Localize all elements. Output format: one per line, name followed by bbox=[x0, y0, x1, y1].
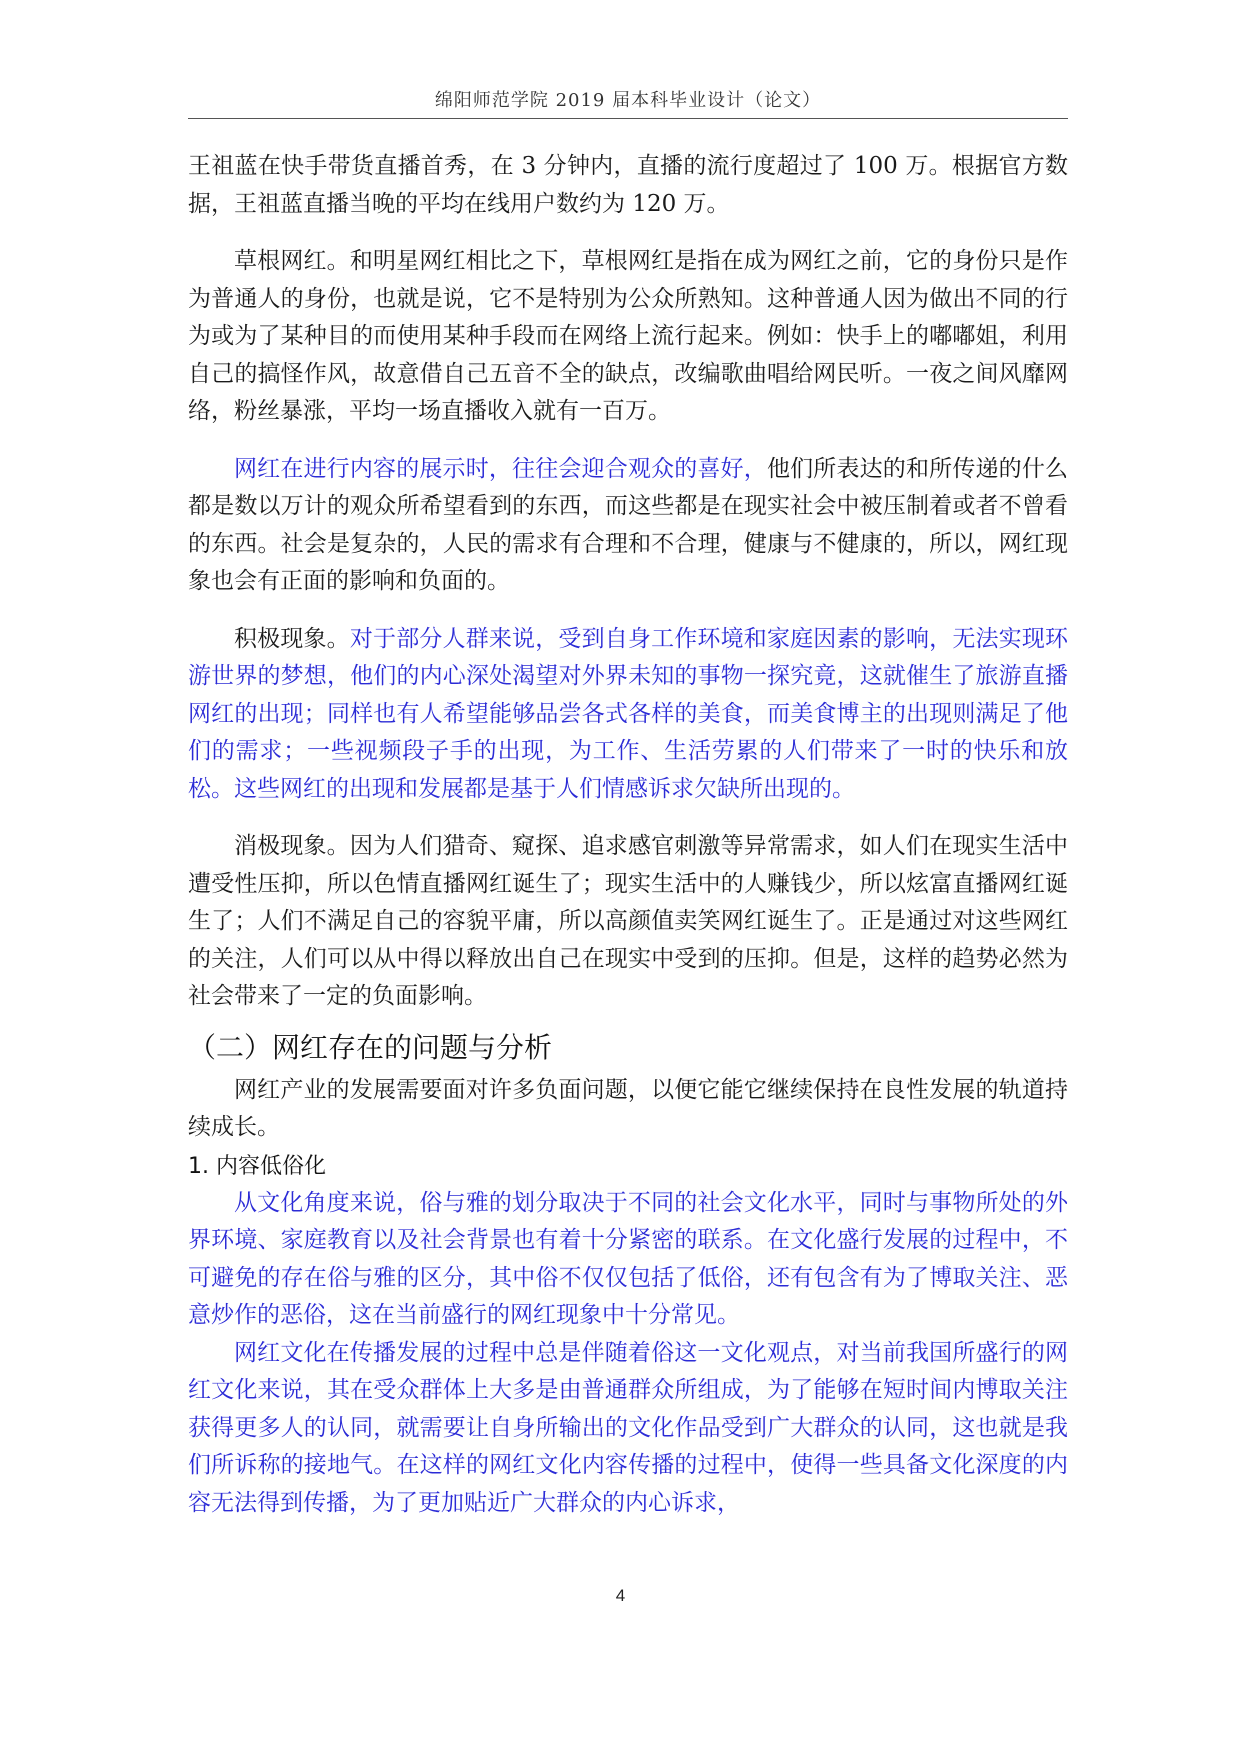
paragraph-grassroots: 草根网红。和明星网红相比之下，草根网红是指在成为网红之前，它的身份只是作为普通人的身份，也就是说，它不是特别为公众所熟知。这种普通人因为做出不同的行为或为了某种目的而使用某种手段而在网络上流行起来。例如：快手上的嘟嘟姐，利用自己的搞怪作风，故意借自己五音不全的缺点，改编歌曲唱给网民听。一夜之间风靡网络，粉丝暴涨，平均一场直播收入就有一百万。 bbox=[188, 248, 1068, 424]
highlighted-text: 网红在进行内容的展示时，往往会迎合观众的喜好， bbox=[234, 455, 767, 482]
body-content bbox=[188, 148, 1068, 1522]
header-divider bbox=[188, 118, 1068, 119]
paragraph-positive bbox=[188, 621, 1068, 809]
paragraph-spread: 网红文化在传播发展的过程中总是伴随着俗这一文化观点，对当前我国所盛行的网红文化来说，其在受众群体上大多是由普通群众所组成，为了能够在短时间内博取关注获得更多人的认同，就需要让自身所输出的文化作品受到广大群众的认同，这也就是我们所诉称的接地气。在这样的网红文化内容传播的过程中，使得一些具备文化深度的内容无法得到传播，为了更加贴近广大群众的内心诉求， bbox=[188, 1339, 1068, 1516]
paragraph-industry: 网红产业的发展需要面对许多负面问题，以便它能它继续保持在良性发展的轨道持续成长。 bbox=[188, 1076, 1068, 1140]
paragraph-content-display bbox=[188, 451, 1068, 601]
page-number: 4 bbox=[615, 1586, 626, 1605]
subsection-heading: 1. 内容低俗化 bbox=[188, 1153, 326, 1179]
paragraph-culture: 从文化角度来说，俗与雅的划分取决于不同的社会文化水平，同时与事物所处的外界环境、家庭教育以及社会背景也有着十分紧密的联系。在文化盛行发展的过程中，不可避免的存在俗与雅的区分，其中俗不仅仅包括了低俗，还有包含有为了博取关注、恶意炒作的恶俗，这在当前盛行的网红现象中十分常见。 bbox=[188, 1189, 1068, 1328]
paragraph-lead: 积极现象。 bbox=[234, 625, 350, 652]
paragraph-negative: 消极现象。因为人们猎奇、窥探、追求感官刺激等异常需求，如人们在现实生活中遭受性压抑，所以色情直播网红诞生了；现实生活中的人赚钱少，所以炫富直播网红诞生了；人们不满足自己的容貌平庸，所以高颜值卖笑网红诞生了。正是通过对这些网红的关注，人们可以从中得以释放出自己在现实中受到的压抑。但是，这样的趋势必然为社会带来了一定的负面影响。 bbox=[188, 833, 1068, 1009]
paragraph-1: 王祖蓝在快手带货直播首秀，在 3 分钟内，直播的流行度超过了 100 万。根据官方数据，王祖蓝直播当晚的平均在线用户数约为 120 万。 bbox=[188, 153, 1068, 217]
highlighted-text: 对于部分人群来说，受到自身工作环境和家庭因素的影响，无法实现环游世界的梦想，他们的内心深处渴望对外界未知的事物一探究竟，这就催生了旅游直播网红的出现；同样也有人希望能够品尝各式各样的美食，而美食博主的出现则满足了他们的需求；一些视频段子手的出现，为工作、生活劳累的人们带来了一时的快乐和放松。这些网红的出现和发展都是基于人们情感诉求欠缺所出现的。 bbox=[188, 625, 1069, 802]
section-heading: （二）网红存在的问题与分析 bbox=[188, 1030, 553, 1064]
page-header: 绵阳师范学院 2019 届本科毕业设计（论文） bbox=[434, 90, 822, 111]
paragraph-text: 他们所表达的和所传递的什么都是数以万计的观众所希望看到的东西，而这些都是在现实社会中被压制着或者不曾看的东西。社会是复杂的，人民的需求有合理和不合理，健康与不健康的，所以，网红现象也会有正面的影响和负面的。 bbox=[188, 455, 1069, 594]
